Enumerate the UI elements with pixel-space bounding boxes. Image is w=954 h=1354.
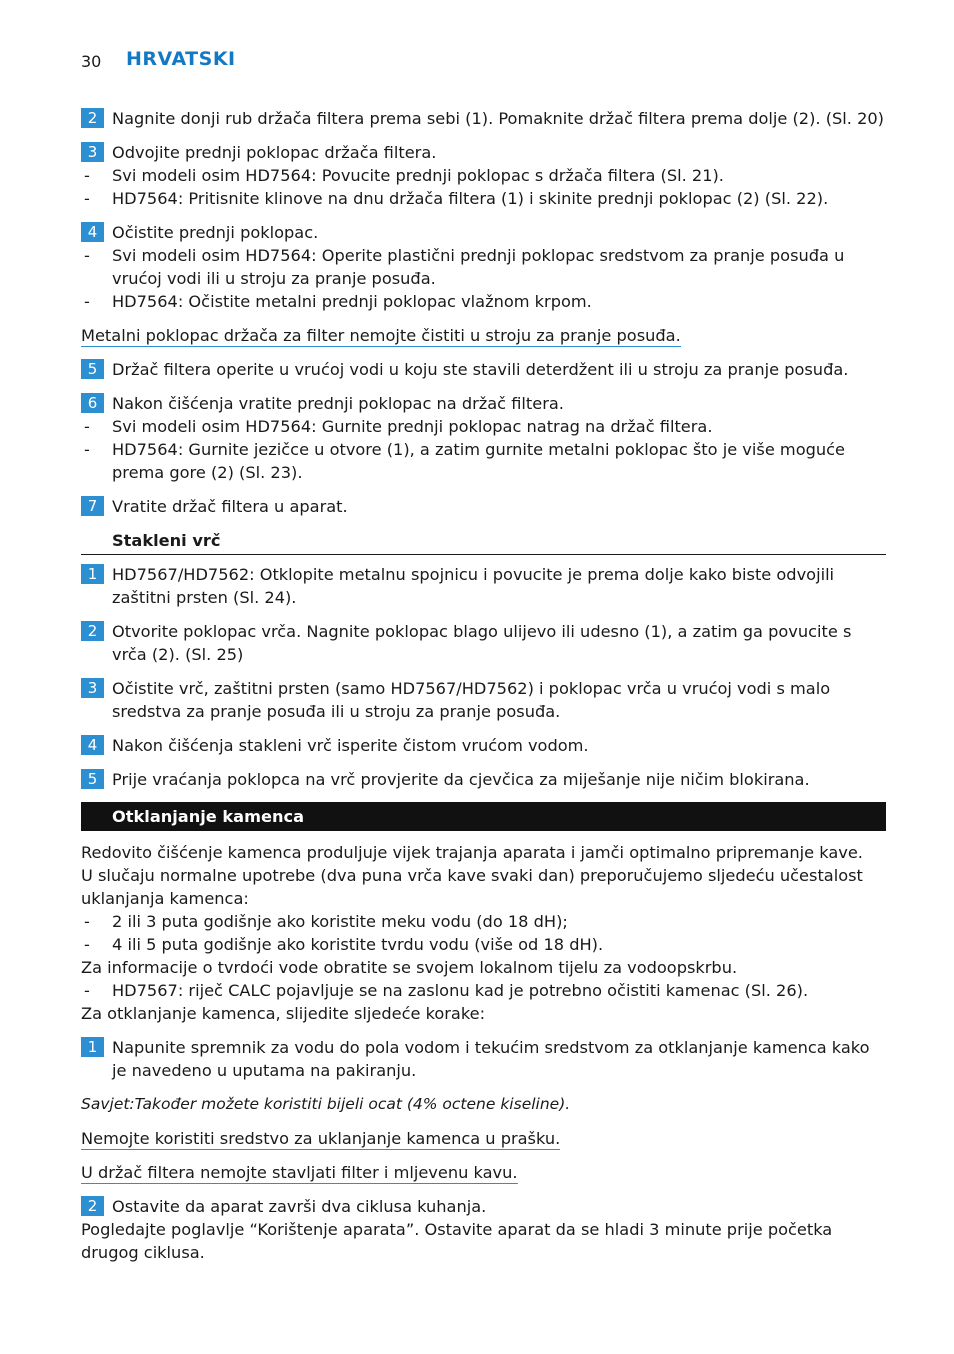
step-number: 1 bbox=[81, 564, 104, 584]
step-number: 5 bbox=[81, 359, 104, 379]
step-item bbox=[81, 495, 886, 518]
page-number: 30 bbox=[81, 52, 102, 71]
warning-note bbox=[81, 1161, 886, 1184]
step-number: 2 bbox=[81, 621, 104, 641]
step-number: 4 bbox=[81, 735, 104, 755]
section-heading: Otklanjanje kamenca bbox=[81, 802, 886, 831]
step-item bbox=[81, 358, 886, 381]
manual-content bbox=[81, 107, 886, 1264]
step-text: HD7567/HD7562: Otklopite metalnu spojnicu i povucite je prema dolje kako biste odvojili zaštitni prsten (Sl. 24). bbox=[112, 565, 835, 607]
bullet-text: HD7564: Gurnite jezičce u otvore (1), a zatim gurnite metalni poklopac što je više moguće prema gore (2) (Sl. 23). bbox=[112, 440, 845, 482]
step-number: 4 bbox=[81, 222, 104, 242]
warning-text: U držač filtera nemojte stavljati filter i mljevenu kavu. bbox=[81, 1163, 518, 1182]
subsection-heading: Stakleni vrč bbox=[81, 529, 886, 555]
step-number: 2 bbox=[81, 108, 104, 128]
paragraph: Redovito čišćenje kamenca produljuje vijek trajanja aparata i jamči optimalno pripremanje kave. bbox=[81, 843, 863, 862]
step-number: 7 bbox=[81, 496, 104, 516]
step-text: Ostavite da aparat završi dva ciklusa kuhanja. bbox=[112, 1197, 487, 1216]
warning-text: Nemojte koristiti sredstvo za uklanjanje kamenca u prašku. bbox=[81, 1129, 561, 1148]
dash-bullet: - bbox=[84, 246, 90, 265]
bullet-text: HD7567: riječ CALC pojavljuje se na zaslonu kad je potrebno očistiti kamenac (Sl. 26). bbox=[112, 981, 809, 1000]
step-text: Očistite prednji poklopac. bbox=[112, 223, 319, 242]
step-item bbox=[81, 107, 886, 130]
warning-note bbox=[81, 1127, 886, 1150]
step-number: 3 bbox=[81, 678, 104, 698]
step-text: Prije vraćanja poklopca na vrč provjerite da cjevčica za miješanje nije ničim blokirana. bbox=[112, 770, 810, 789]
tip-note: Savjet:Također možete koristiti bijeli ocat (4% octene kiseline). bbox=[81, 1095, 571, 1113]
dash-bullet: - bbox=[84, 292, 90, 311]
step-text: Nakon čišćenja vratite prednji poklopac na držač filtera. bbox=[112, 394, 564, 413]
step-number: 2 bbox=[81, 1196, 104, 1216]
dash-bullet: - bbox=[84, 166, 90, 185]
paragraph: Za informacije o tvrdoći vode obratite se svojem lokalnom tijelu za vodoopskrbu. bbox=[81, 958, 738, 977]
section-language: HRVATSKI bbox=[126, 48, 236, 70]
step-text: Očistite vrč, zaštitni prsten (samo HD7567/HD7562) i poklopac vrča u vrućoj vodi s malo sredstva za pranje posuđa ili u stroju za pranje posuđa. bbox=[112, 679, 831, 721]
step-text: Nakon čišćenja stakleni vrč isperite čistom vrućom vodom. bbox=[112, 736, 589, 755]
bullet-item bbox=[81, 415, 886, 438]
dash-bullet: - bbox=[84, 417, 90, 436]
step-text: Nagnite donji rub držača filtera prema sebi (1). Pomaknite držač filtera prema dolje (2). (Sl. 20) bbox=[112, 109, 884, 128]
bullet-item bbox=[81, 290, 886, 313]
step-number: 6 bbox=[81, 393, 104, 413]
warning-text: Metalni poklopac držača za filter nemojte čistiti u stroju za pranje posuđa. bbox=[81, 326, 681, 345]
step-text: Držač filtera operite u vrućoj vodi u koju ste stavili deterdžent ili u stroju za pranje posuđa. bbox=[112, 360, 849, 379]
bullet-item bbox=[81, 979, 886, 1002]
bullet-text: HD7564: Očistite metalni prednji poklopac vlažnom krpom. bbox=[112, 292, 592, 311]
bullet-item bbox=[81, 164, 886, 187]
paragraph: U slučaju normalne upotrebe (dva puna vrča kave svaki dan) preporučujemo sljedeću učestalost uklanjanja kamenca: bbox=[81, 866, 863, 908]
step-number: 1 bbox=[81, 1037, 104, 1057]
dash-bullet: - bbox=[84, 981, 90, 1000]
bullet-item bbox=[81, 244, 886, 290]
step-item bbox=[81, 392, 886, 415]
paragraph: Za otklanjanje kamenca, slijedite sljedeće korake: bbox=[81, 1004, 486, 1023]
bullet-item bbox=[81, 438, 886, 484]
step-item bbox=[81, 563, 886, 609]
dash-bullet: - bbox=[84, 440, 90, 459]
step-item bbox=[81, 620, 886, 666]
bullet-text: 4 ili 5 puta godišnje ako koristite tvrdu vodu (više od 18 dH). bbox=[112, 935, 604, 954]
dash-bullet: - bbox=[84, 189, 90, 208]
bullet-item bbox=[81, 910, 886, 933]
step-number: 5 bbox=[81, 769, 104, 789]
bullet-text: Svi modeli osim HD7564: Povucite prednji poklopac s držača filtera (Sl. 21). bbox=[112, 166, 724, 185]
step-item bbox=[81, 221, 886, 244]
step-text: Napunite spremnik za vodu do pola vodom i tekućim sredstvom za otklanjanje kamenca kako je navedeno u uputama na pakiranju. bbox=[112, 1038, 870, 1080]
step-text: Vratite držač filtera u aparat. bbox=[112, 497, 348, 516]
bullet-item bbox=[81, 933, 886, 956]
bullet-text: 2 ili 3 puta godišnje ako koristite meku vodu (do 18 dH); bbox=[112, 912, 568, 931]
step-item bbox=[81, 141, 886, 164]
step-item bbox=[81, 734, 886, 757]
step-text: Odvojite prednji poklopac držača filtera. bbox=[112, 143, 437, 162]
step-item bbox=[81, 1036, 886, 1082]
bullet-text: Svi modeli osim HD7564: Gurnite prednji poklopac natrag na držač filtera. bbox=[112, 417, 713, 436]
step-item bbox=[81, 677, 886, 723]
warning-note bbox=[81, 324, 886, 347]
paragraph: Pogledajte poglavlje “Korištenje aparata”. Ostavite aparat da se hladi 3 minute prije početka drugog ciklusa. bbox=[81, 1220, 833, 1262]
step-text: Otvorite poklopac vrča. Nagnite poklopac blago ulijevo ili udesno (1), a zatim ga povucite s vrča (2). (Sl. 25) bbox=[112, 622, 852, 664]
step-item bbox=[81, 768, 886, 791]
bullet-text: Svi modeli osim HD7564: Operite plastični prednji poklopac sredstvom za pranje posuđa u vrućoj vodi ili u stroju za pranje posuđa. bbox=[112, 246, 845, 288]
dash-bullet: - bbox=[84, 912, 90, 931]
step-item bbox=[81, 1195, 886, 1218]
bullet-item bbox=[81, 187, 886, 210]
bullet-text: HD7564: Pritisnite klinove na dnu držača filtera (1) i skinite prednji poklopac (2) (Sl. 22). bbox=[112, 189, 829, 208]
step-number: 3 bbox=[81, 142, 104, 162]
dash-bullet: - bbox=[84, 935, 90, 954]
